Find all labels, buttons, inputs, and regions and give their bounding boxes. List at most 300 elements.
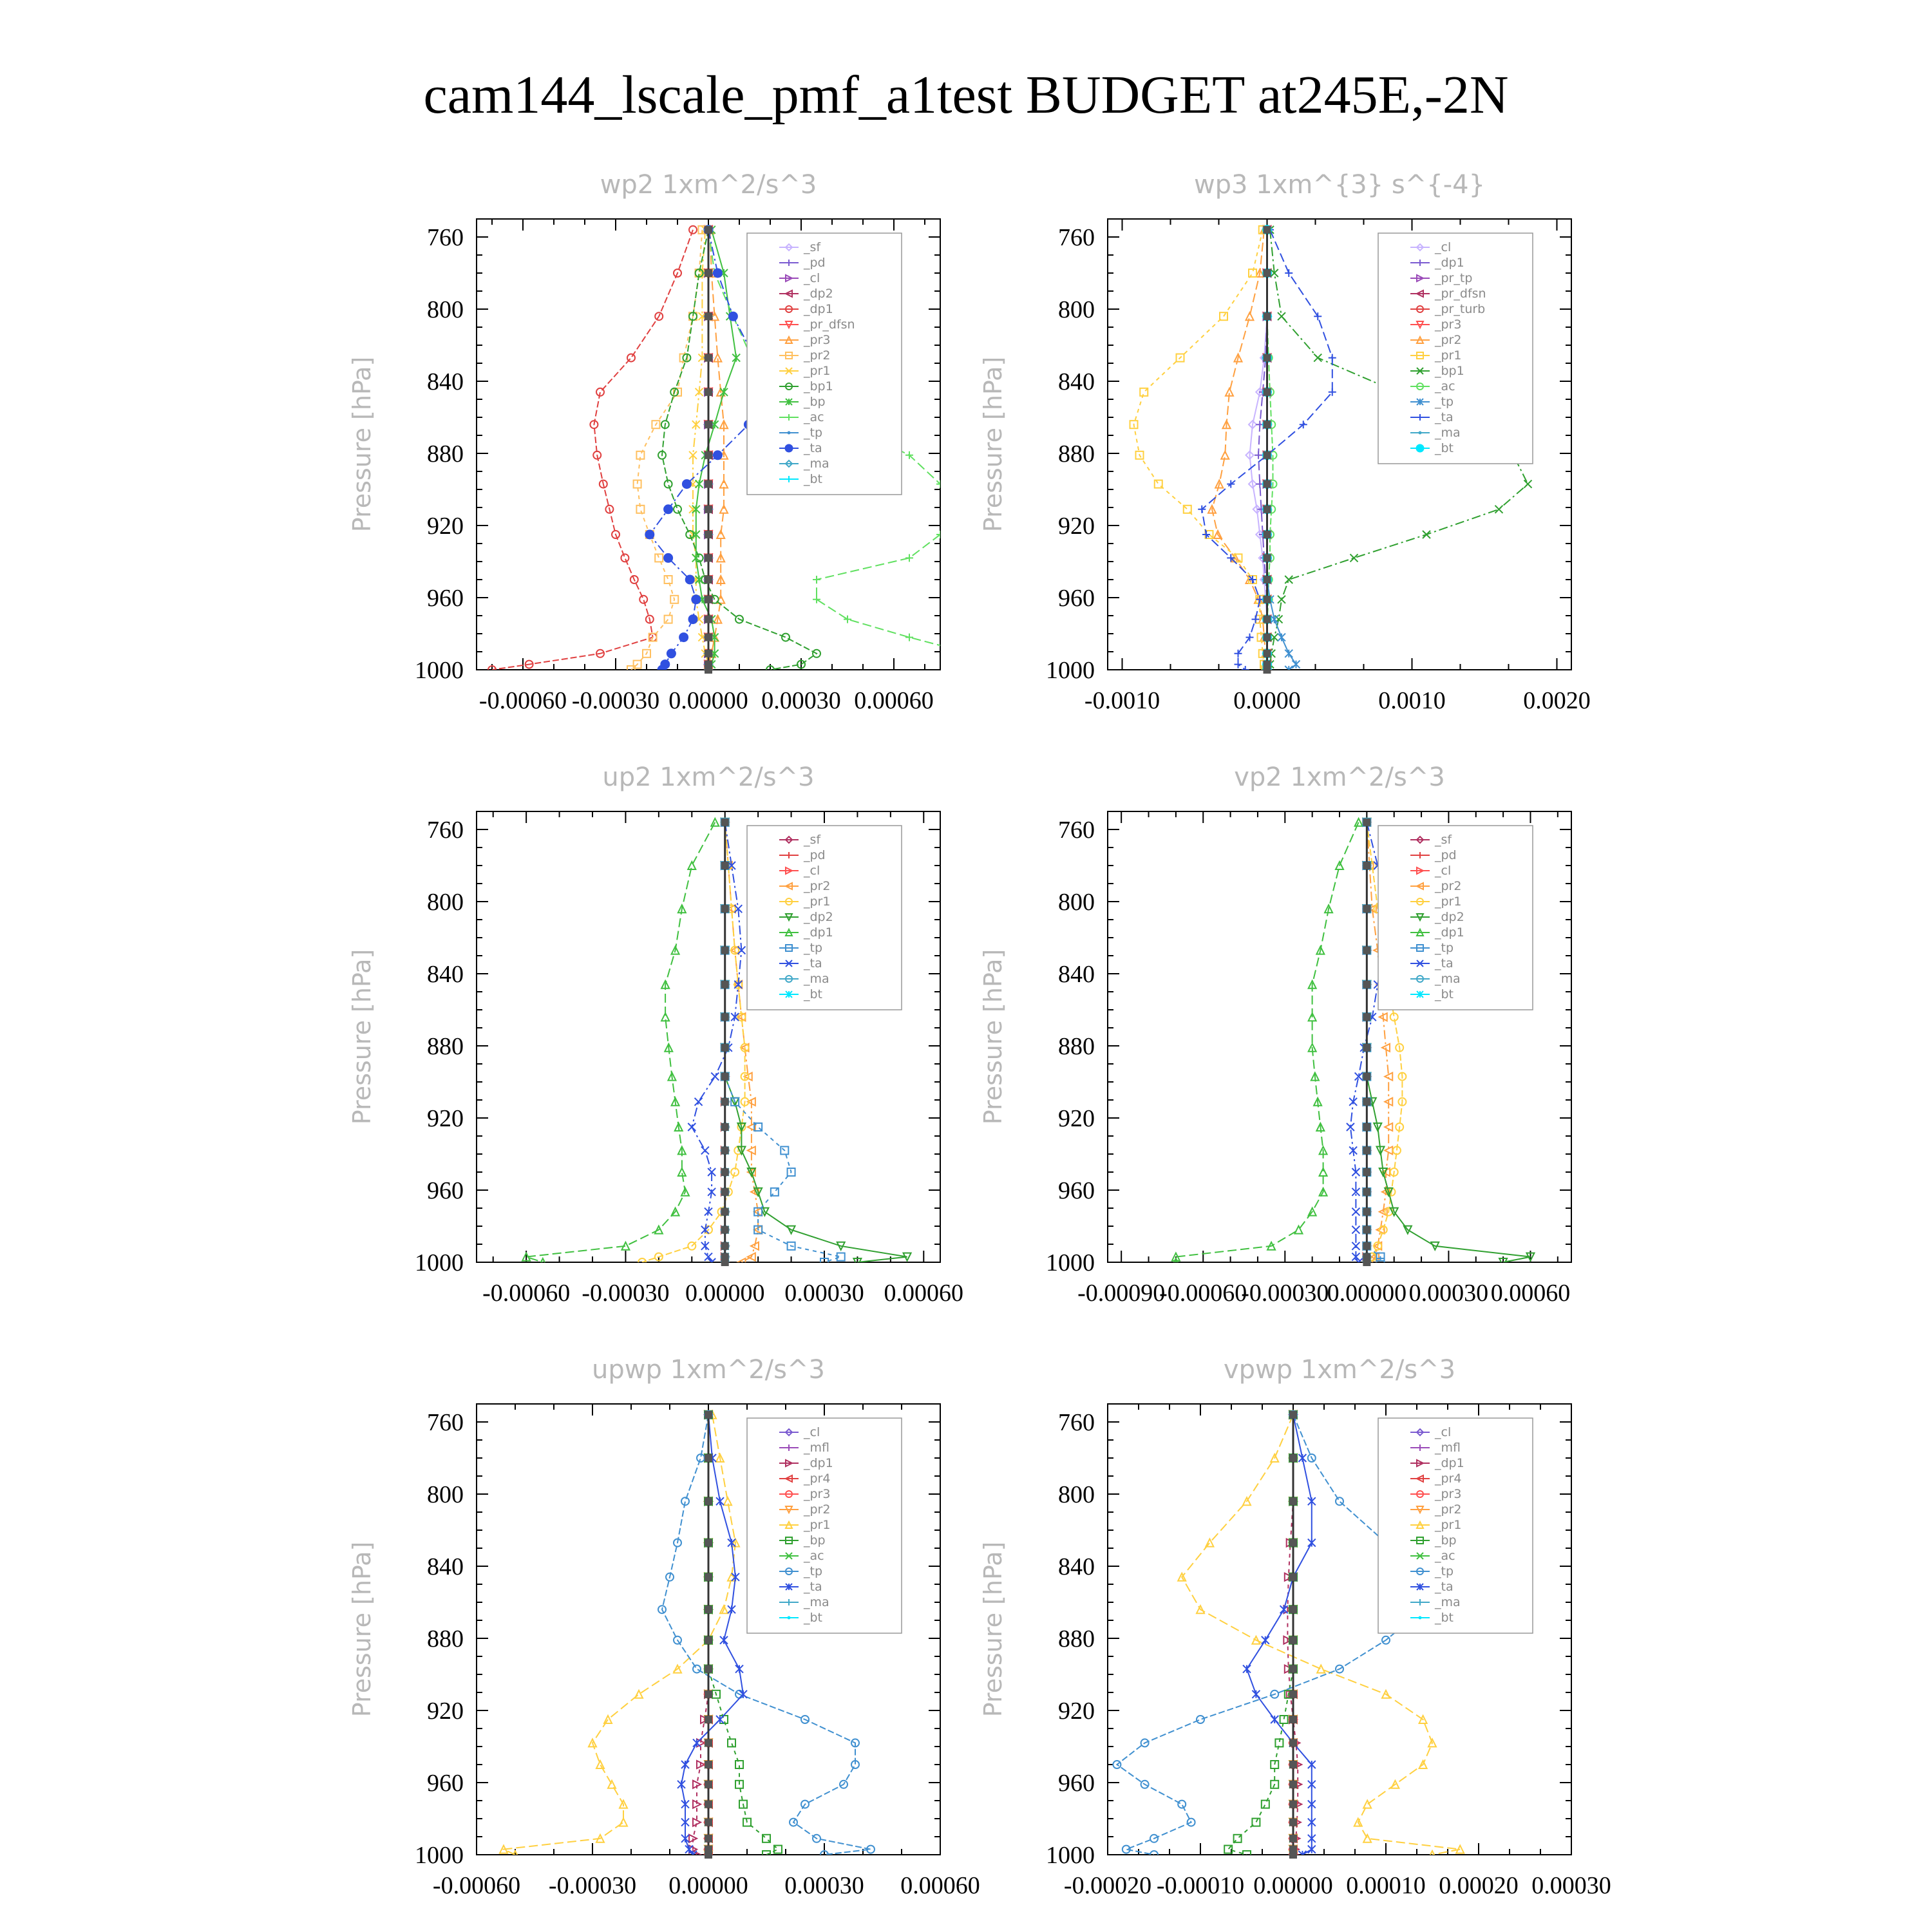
x-tick-label: 0.00000 (1253, 1872, 1333, 1899)
legend-entry: _cl (804, 1425, 820, 1439)
data-point (1308, 1497, 1316, 1505)
y-tick-label: 880 (1058, 440, 1095, 468)
zero-marker (1289, 1665, 1297, 1673)
x-tick-label: -0.00060 (478, 687, 567, 714)
legend-entry: _ac (1435, 379, 1455, 393)
legend-entry: _ac (1435, 1549, 1455, 1563)
legend-entry: _pr3 (804, 1487, 831, 1501)
y-tick-label: 960 (427, 1177, 464, 1204)
data-point (1385, 1073, 1392, 1081)
y-axis-label: Pressure [hPa] (348, 949, 376, 1125)
data-point (1280, 1605, 1288, 1613)
y-tick-label: 840 (1058, 1553, 1095, 1580)
zero-marker (705, 1690, 712, 1698)
panel-title: vp2 1xm^2/s^3 (1234, 762, 1445, 792)
zero-marker (1363, 981, 1370, 989)
legend-entry: _ma (1435, 972, 1461, 986)
x-tick-label: 0.00030 (761, 687, 841, 714)
zero-marker (705, 480, 712, 488)
data-point (693, 1665, 701, 1673)
x-tick-label: 0.00030 (1408, 1280, 1489, 1307)
legend-marker (788, 1616, 791, 1620)
data-point (1308, 1781, 1316, 1788)
data-point (681, 1835, 689, 1842)
zero-marker (1264, 634, 1271, 641)
legend-marker (788, 431, 791, 435)
zero-marker (1289, 1605, 1297, 1613)
zero-marker (1289, 1781, 1297, 1788)
data-point (1320, 1168, 1327, 1176)
data-point (693, 1739, 701, 1747)
legend-entry: _ac (804, 410, 824, 424)
x-tick-label: 0.0020 (1523, 687, 1591, 714)
legend-entry: _bt (1435, 441, 1454, 455)
legend-entry: _tp (1435, 1564, 1454, 1578)
data-point (681, 1819, 689, 1826)
x-tick-label: 0.0000 (1233, 687, 1301, 714)
y-tick-label: 800 (1058, 296, 1095, 323)
legend (1378, 233, 1533, 464)
zero-marker (1363, 1073, 1370, 1081)
panel-title: wp3 1xm^{3} s^{-4} (1193, 170, 1486, 200)
data-point (1202, 531, 1210, 538)
zero-marker (705, 554, 712, 562)
data-point (1285, 269, 1293, 277)
series-line-pr1 (1134, 230, 1266, 670)
y-tick-label: 800 (427, 889, 464, 916)
zero-marker (1264, 616, 1271, 623)
legend-entry: _bt (1435, 1611, 1454, 1625)
zero-marker (1264, 506, 1271, 513)
y-tick-label: 800 (427, 296, 464, 323)
data-point (782, 634, 790, 641)
data-point (1347, 1123, 1354, 1131)
legend-entry: _dp1 (1435, 256, 1464, 270)
x-tick-label: 0.00020 (1439, 1872, 1519, 1899)
y-tick-label: 960 (1058, 585, 1095, 612)
zero-marker (705, 451, 712, 459)
zero-marker (1264, 354, 1271, 362)
series-line-tp (1117, 1415, 1423, 1855)
data-point (713, 451, 722, 460)
data-point (732, 354, 740, 362)
legend-entry: _pr_dfsn (804, 317, 855, 332)
data-point (1278, 596, 1285, 603)
data-point (1255, 451, 1262, 459)
legend-entry: _ta (804, 441, 822, 455)
legend-entry: _pr3 (804, 333, 831, 347)
legend-entry: _ta (804, 956, 822, 971)
data-point (1178, 1801, 1186, 1808)
legend-entry: _pr1 (1435, 348, 1462, 363)
data-point (1298, 1454, 1306, 1462)
panel-1 (348, 170, 990, 714)
data-point (813, 576, 820, 583)
data-point (664, 505, 673, 514)
legend-entry: _tp (1435, 941, 1454, 955)
data-point (720, 1716, 728, 1723)
y-tick-label: 920 (427, 1698, 464, 1725)
data-point (1329, 354, 1336, 362)
legend-entry: _ma (804, 972, 829, 986)
series-group (488, 225, 990, 674)
data-point (1271, 1716, 1278, 1723)
y-axis-label: Pressure [hPa] (348, 356, 376, 533)
x-tick-label: -0.0010 (1084, 687, 1160, 714)
legend-entry: _ta (1435, 956, 1454, 971)
legend-entry: _bt (804, 472, 823, 486)
data-point (713, 269, 722, 278)
data-point (717, 531, 724, 538)
data-point (635, 1690, 643, 1698)
data-point (1352, 1226, 1359, 1234)
x-tick-label: 0.0010 (1378, 687, 1446, 714)
zero-marker (1289, 1716, 1297, 1723)
data-point (728, 312, 737, 321)
legend-entry: _ta (1435, 410, 1454, 424)
zero-marker (705, 1539, 712, 1547)
data-point (1524, 480, 1532, 488)
y-tick-label: 760 (427, 817, 464, 844)
x-tick-label: 0.00060 (884, 1280, 964, 1307)
zero-marker (1264, 576, 1271, 583)
zero-marker (705, 1411, 712, 1419)
y-tick-label: 960 (1058, 1177, 1095, 1204)
zero-marker (1289, 1851, 1297, 1859)
data-point (1246, 312, 1254, 320)
zero-marker (1363, 1258, 1370, 1266)
y-axis-label: Pressure [hPa] (979, 356, 1007, 533)
zero-marker (1264, 226, 1271, 234)
zero-marker (721, 1146, 729, 1154)
zero-marker (705, 1573, 712, 1581)
x-tick-label: -0.00030 (582, 1280, 670, 1307)
panel-2 (979, 170, 1591, 714)
legend-entry: _pd (1435, 848, 1457, 862)
zero-marker (1264, 531, 1271, 538)
figure-title: cam144_lscale_pmf_a1test BUDGET at245E,-2N (423, 65, 1509, 125)
y-tick-label: 920 (427, 1105, 464, 1132)
data-point (674, 506, 681, 513)
y-tick-label: 880 (1058, 1033, 1095, 1060)
legend-entry: _ma (1435, 426, 1461, 440)
data-point (688, 615, 697, 624)
zero-marker (721, 1168, 729, 1176)
zero-marker (1363, 862, 1370, 869)
x-tick-label: 0.00060 (1490, 1280, 1571, 1307)
data-point (720, 480, 728, 488)
x-tick-label: -0.00030 (1241, 1280, 1329, 1307)
data-point (701, 1146, 709, 1154)
legend-entry: _ma (804, 457, 829, 471)
data-point (639, 596, 647, 603)
zero-marker (1264, 451, 1271, 459)
legend-entry: _sf (804, 240, 821, 254)
zero-marker (1363, 1146, 1370, 1154)
zero-marker (1289, 1636, 1297, 1644)
y-tick-label: 1000 (415, 657, 464, 684)
legend-entry: _sf (804, 833, 821, 847)
zero-marker (705, 1605, 712, 1613)
data-point (681, 1801, 689, 1808)
data-point (728, 1739, 735, 1747)
zero-marker (721, 981, 729, 989)
zero-marker (1264, 650, 1271, 658)
legend-entry: _bt (1435, 987, 1454, 1001)
panel-6 (979, 1355, 1611, 1899)
x-tick-label: 0.00000 (685, 1280, 765, 1307)
data-point (1423, 531, 1430, 538)
zero-marker (1264, 312, 1271, 320)
series-line-dp1 (1176, 822, 1359, 1262)
data-point (1355, 819, 1363, 826)
legend-entry: _cl (804, 271, 820, 285)
data-point (1308, 1761, 1316, 1768)
zero-marker (1363, 1208, 1370, 1216)
legend-entry: _pd (804, 256, 826, 270)
legend-entry: _dp2 (1435, 910, 1464, 924)
y-tick-label: 840 (427, 961, 464, 988)
legend-entry: _pr4 (1435, 1472, 1462, 1486)
y-tick-label: 960 (427, 585, 464, 612)
data-point (696, 480, 703, 488)
data-point (692, 595, 701, 604)
legend-entry: _dp1 (804, 925, 833, 940)
data-point (664, 553, 673, 562)
x-tick-label: 0.00060 (900, 1872, 980, 1899)
y-tick-label: 760 (427, 1409, 464, 1436)
data-point (1352, 1208, 1359, 1216)
legend (1378, 826, 1533, 1010)
zero-marker (1289, 1739, 1297, 1747)
y-tick-label: 840 (427, 1553, 464, 1580)
y-tick-label: 920 (1058, 1105, 1095, 1132)
data-point (1252, 1690, 1260, 1698)
data-point (1235, 661, 1242, 668)
legend-entry: _pr3 (1435, 1487, 1462, 1501)
legend-entry: _dp1 (1435, 1456, 1464, 1470)
data-point (1262, 1636, 1269, 1644)
data-point (627, 354, 635, 362)
legend-entry: _dp1 (804, 302, 833, 316)
data-point (679, 633, 688, 642)
y-tick-label: 1000 (415, 1842, 464, 1869)
legend-entry: _cl (1435, 864, 1452, 878)
series-line-bp (1228, 1415, 1293, 1855)
zero-marker (721, 819, 729, 826)
legend-entry: _bp (804, 1533, 826, 1548)
zero-marker (705, 312, 712, 320)
legend-entry: _pr2 (804, 348, 831, 363)
y-tick-label: 800 (1058, 889, 1095, 916)
zero-marker (705, 1636, 712, 1644)
x-tick-label: -0.00060 (1159, 1280, 1247, 1307)
zero-marker (705, 576, 712, 583)
zero-marker (1264, 596, 1271, 603)
data-point (1308, 1539, 1316, 1547)
data-point (596, 1761, 604, 1768)
legend (747, 233, 902, 495)
zero-marker (721, 1044, 729, 1052)
data-point (1285, 576, 1293, 583)
data-point (1278, 634, 1285, 641)
legend-entry: _ma (1435, 1595, 1461, 1609)
zero-marker (705, 1739, 712, 1747)
legend-entry: _pd (804, 848, 826, 862)
panel-title: upwp 1xm^2/s^3 (592, 1355, 825, 1385)
data-point (1197, 1716, 1204, 1723)
data-point (728, 1539, 735, 1547)
legend-entry: _ma (804, 1595, 829, 1609)
zero-marker (705, 1454, 712, 1462)
x-tick-label: 0.00030 (1531, 1872, 1611, 1899)
legend-entry: _dp2 (804, 910, 833, 924)
zero-marker (705, 1819, 712, 1826)
data-point (620, 1819, 627, 1826)
x-tick-label: -0.00060 (432, 1872, 521, 1899)
zero-marker (1363, 1098, 1370, 1106)
zero-marker (721, 1013, 729, 1021)
zero-marker (705, 1801, 712, 1808)
y-tick-label: 840 (427, 368, 464, 395)
x-tick-label: -0.00020 (1063, 1872, 1152, 1899)
data-point (732, 1573, 739, 1581)
zero-marker (721, 1242, 729, 1250)
y-tick-label: 800 (427, 1481, 464, 1508)
zero-marker (1363, 1123, 1370, 1131)
data-point (1308, 1819, 1316, 1826)
y-tick-label: 1000 (1046, 1249, 1095, 1276)
zero-marker (1363, 1013, 1370, 1021)
zero-marker (1363, 1226, 1370, 1234)
x-tick-label: -0.00090 (1077, 1280, 1166, 1307)
legend-entry: _pr2 (804, 1502, 831, 1517)
legend-entry: _pr2 (1435, 1502, 1462, 1517)
data-point (813, 596, 820, 603)
data-point (728, 1573, 735, 1581)
y-tick-label: 960 (427, 1770, 464, 1797)
x-tick-label: 0.00060 (854, 687, 934, 714)
data-point (1336, 1497, 1343, 1505)
zero-marker (1289, 1835, 1297, 1842)
x-tick-label: -0.00030 (571, 687, 660, 714)
data-point (716, 1497, 724, 1505)
data-point (685, 1846, 693, 1853)
zero-marker (705, 1781, 712, 1788)
legend-entry: _pr2 (1435, 333, 1462, 347)
zero-marker (1264, 480, 1271, 488)
panels (348, 170, 1611, 1899)
y-axis-label: Pressure [hPa] (979, 949, 1007, 1125)
series-line-dp1 (693, 1415, 708, 1855)
y-axis-label: Pressure [hPa] (979, 1541, 1007, 1718)
legend-entry: _pr2 (804, 879, 831, 893)
zero-marker (705, 596, 712, 603)
zero-marker (705, 506, 712, 513)
legend-entry: _pr_turb (1435, 302, 1486, 316)
data-point (1308, 1801, 1316, 1808)
legend-entry: _pr_dfsn (1435, 287, 1486, 301)
x-tick-label: 0.00000 (1327, 1280, 1407, 1307)
data-point (682, 480, 691, 489)
legend-entry: _bp1 (1435, 364, 1464, 378)
zero-marker (1363, 1188, 1370, 1196)
legend-entry: _tp (804, 426, 823, 440)
data-point (1252, 616, 1260, 623)
legend-entry: _dp1 (1435, 925, 1464, 940)
zero-marker (705, 1835, 712, 1842)
legend-marker (785, 444, 793, 452)
data-point (688, 1123, 696, 1131)
data-point (665, 576, 672, 583)
y-tick-label: 760 (427, 224, 464, 251)
y-tick-label: 840 (1058, 368, 1095, 395)
y-tick-label: 800 (1058, 1481, 1095, 1508)
y-axis-label: Pressure [hPa] (348, 1541, 376, 1718)
data-point (645, 530, 654, 539)
zero-marker (705, 1497, 712, 1505)
zero-marker (1289, 1497, 1297, 1505)
zero-marker (705, 421, 712, 428)
data-point (1363, 1835, 1371, 1842)
zero-marker (705, 354, 712, 362)
y-tick-label: 920 (427, 513, 464, 540)
legend-entry: _cl (1435, 1425, 1452, 1439)
zero-marker (721, 1188, 729, 1196)
panel-title: wp2 1xm^2/s^3 (600, 170, 817, 200)
legend-entry: _tp (804, 941, 823, 955)
data-point (681, 1761, 689, 1768)
data-point (728, 1605, 735, 1613)
data-point (621, 554, 629, 562)
y-tick-label: 960 (1058, 1770, 1095, 1797)
data-point (685, 575, 694, 584)
zero-marker (1289, 1819, 1297, 1826)
legend-entry: _bt (804, 987, 823, 1001)
data-point (655, 554, 663, 562)
data-point (1293, 661, 1300, 668)
legend-entry: _bp1 (804, 379, 833, 393)
y-tick-label: 1000 (1046, 1842, 1095, 1869)
y-tick-label: 880 (427, 1625, 464, 1653)
y-tick-label: 880 (427, 440, 464, 468)
zero-marker (721, 1226, 729, 1234)
legend-entry: _cl (1435, 240, 1452, 254)
panel-title: up2 1xm^2/s^3 (602, 762, 815, 792)
data-point (1278, 312, 1285, 320)
y-tick-label: 920 (1058, 513, 1095, 540)
zero-marker (721, 947, 729, 954)
zero-marker (1289, 1761, 1297, 1768)
zero-marker (1289, 1573, 1297, 1581)
legend-entry: _pr3 (1435, 317, 1462, 332)
data-point (967, 650, 975, 658)
data-point (983, 661, 990, 668)
zero-marker (705, 388, 712, 396)
x-tick-label: 0.00010 (1346, 1872, 1426, 1899)
data-point (667, 649, 676, 658)
data-point (1350, 554, 1358, 562)
data-point (1242, 666, 1249, 674)
data-point (608, 1781, 616, 1788)
data-point (905, 634, 913, 641)
legend (1378, 1418, 1533, 1633)
legend-entry: _pr1 (804, 364, 831, 378)
legend-entry: _tp (804, 1564, 823, 1578)
legend-entry: _bp (1435, 1533, 1457, 1548)
legend (747, 1418, 902, 1633)
zero-marker (721, 1123, 729, 1131)
